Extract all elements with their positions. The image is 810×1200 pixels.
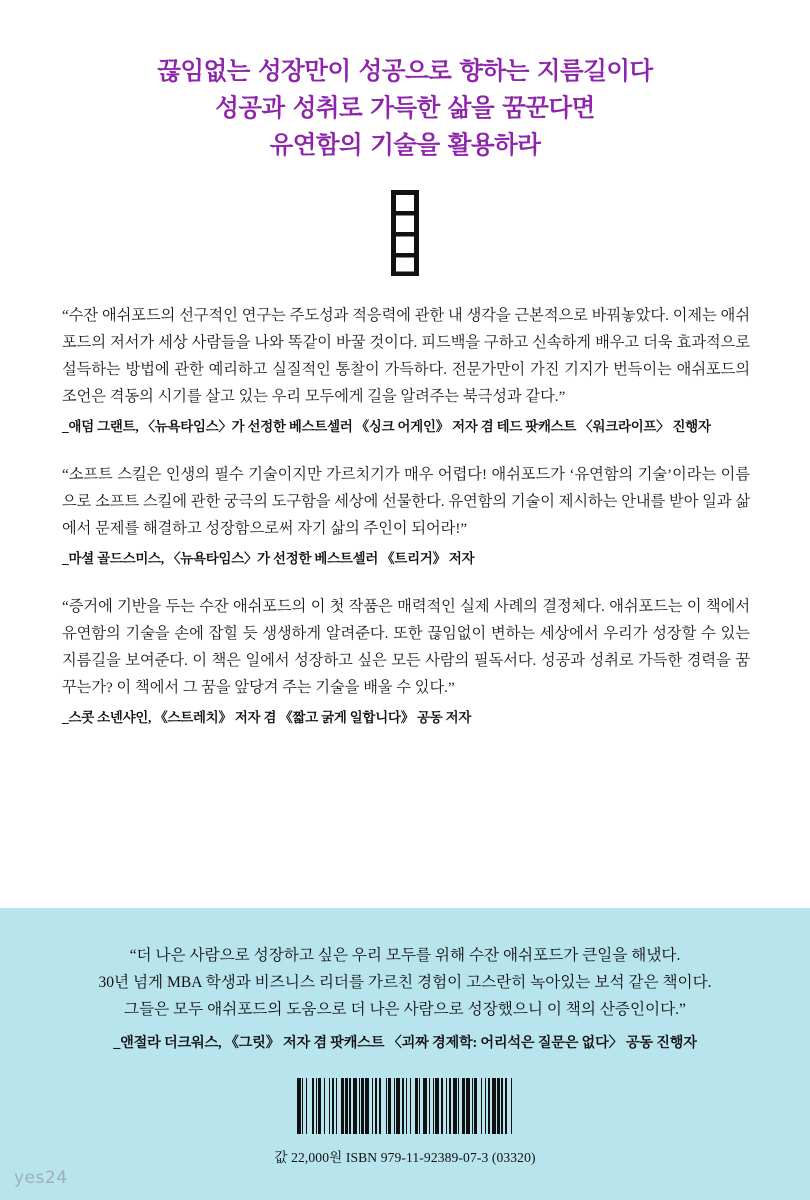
barcode-row (0, 1078, 810, 1134)
endorsement-text: “수잔 애쉬포드의 선구적인 연구는 주도성과 적응력에 관한 내 생각을 근본적으로 바꿔놓았다. 이제는 애쉬포드의 저서가 세상 사람들을 나와 똑같이 바꿀 것이다. 피드백을 구하고 신속하게 배우고 더욱 효과적으로 설득하는 방법에 관한 예리하고 실질적인 통찰이 가득하다. 전문가만이 가진 기지가 번득이는 애쉬포드의 조언은 격동의 시기를 살고 있는 우리 모두에게 길을 알려주는 북극성과 같다.” (62, 306, 750, 405)
endorsement-attribution: _스콧 소넨샤인, 《스트레치》 저자 겸 《짧고 굵게 일합니다》 공동 저자 (62, 710, 472, 726)
featured-quote-line-1: “더 나은 사람으로 성장하고 싶은 우리 모두를 위해 수잔 애쉬포드가 큰일을 해냈다. (129, 947, 681, 964)
endorsement-attribution: _애덤 그랜트, 〈뉴욕타임스〉가 선정한 베스트셀러 《싱크 어게인》 저자 겸 테드 팟캐스트 〈워크라이프〉 진행자 (62, 418, 711, 434)
featured-endorsement-attribution: _앤절라 더크워스, 《그릿》 저자 겸 팟캐스트 〈괴짜 경제학: 어리석은 질문은 없다〉 공동 진행자 (113, 1035, 697, 1052)
endorsement-item (62, 302, 750, 435)
headline-line-1: 끊임없는 성장만이 성공으로 향하는 지름길이다 (157, 56, 653, 85)
endorsement-item (62, 593, 750, 726)
watermark: yes24 (14, 1168, 68, 1188)
headline-block (0, 0, 810, 164)
headline-line-2: 성공과 성취로 가득한 삶을 꿈꾼다면 (215, 93, 595, 123)
endorsement-text: “증거에 기반을 두는 수잔 애쉬포드의 이 첫 작품은 매력적인 실제 사례의 결정체다. 애쉬포드는 이 책에서 유연함의 기술을 손에 잡힐 듯 생생하게 알려준다. 또한 끊임없이 변하는 세상에서 우리가 성장할 수 있는 지름길을 보여준다. 이 책은 일에서 성장하고 싶은 모든 사람의 필독서다. 성공과 성취로 가득한 경력을 꿈꾸는가? 이 책에서 그 꿈을 앞당겨 주는 기술을 배울 수 있다.” (62, 598, 750, 697)
headline-line-3: 유연함의 기술을 활용하라 (269, 130, 541, 160)
featured-endorsement-panel (0, 908, 810, 1200)
ladder-icon-wrap (0, 190, 810, 276)
featured-quote-line-2: 30년 넘게 MBA 학생과 비즈니스 리더를 가르친 경험이 고스란히 녹아있는 보석 같은 책이다. (98, 974, 712, 992)
endorsement-list (0, 276, 810, 753)
isbn-line: 값 22,000원 ISBN 979-11-92389-07-3 (03320) (274, 1150, 536, 1166)
featured-quote-line-3: 그들은 모두 애쉬포드의 도움으로 더 나은 사람으로 성장했으니 이 책의 산증인이다.” (124, 1001, 686, 1019)
ladder-icon (378, 190, 432, 276)
isbn-barcode (297, 1078, 514, 1134)
endorsement-attribution: _마셜 골드스미스, 〈뉴욕타임스〉가 선정한 베스트셀러 《트리거》 저자 (62, 551, 475, 567)
endorsement-text: “소프트 스킬은 인생의 필수 기술이지만 가르치기가 매우 어렵다! 애쉬포드가 ‘유연함의 기술’이라는 이름으로 소프트 스킬에 관한 궁극의 도구함을 세상에 선물한다. 유연함의 기술이 제시하는 안내를 받아 일과 삶에서 문제를 해결하고 성장함으로써 자기 삶의 주인이 되어라!” (62, 465, 750, 537)
featured-endorsement-text (98, 942, 711, 1023)
endorsement-item (62, 461, 750, 567)
